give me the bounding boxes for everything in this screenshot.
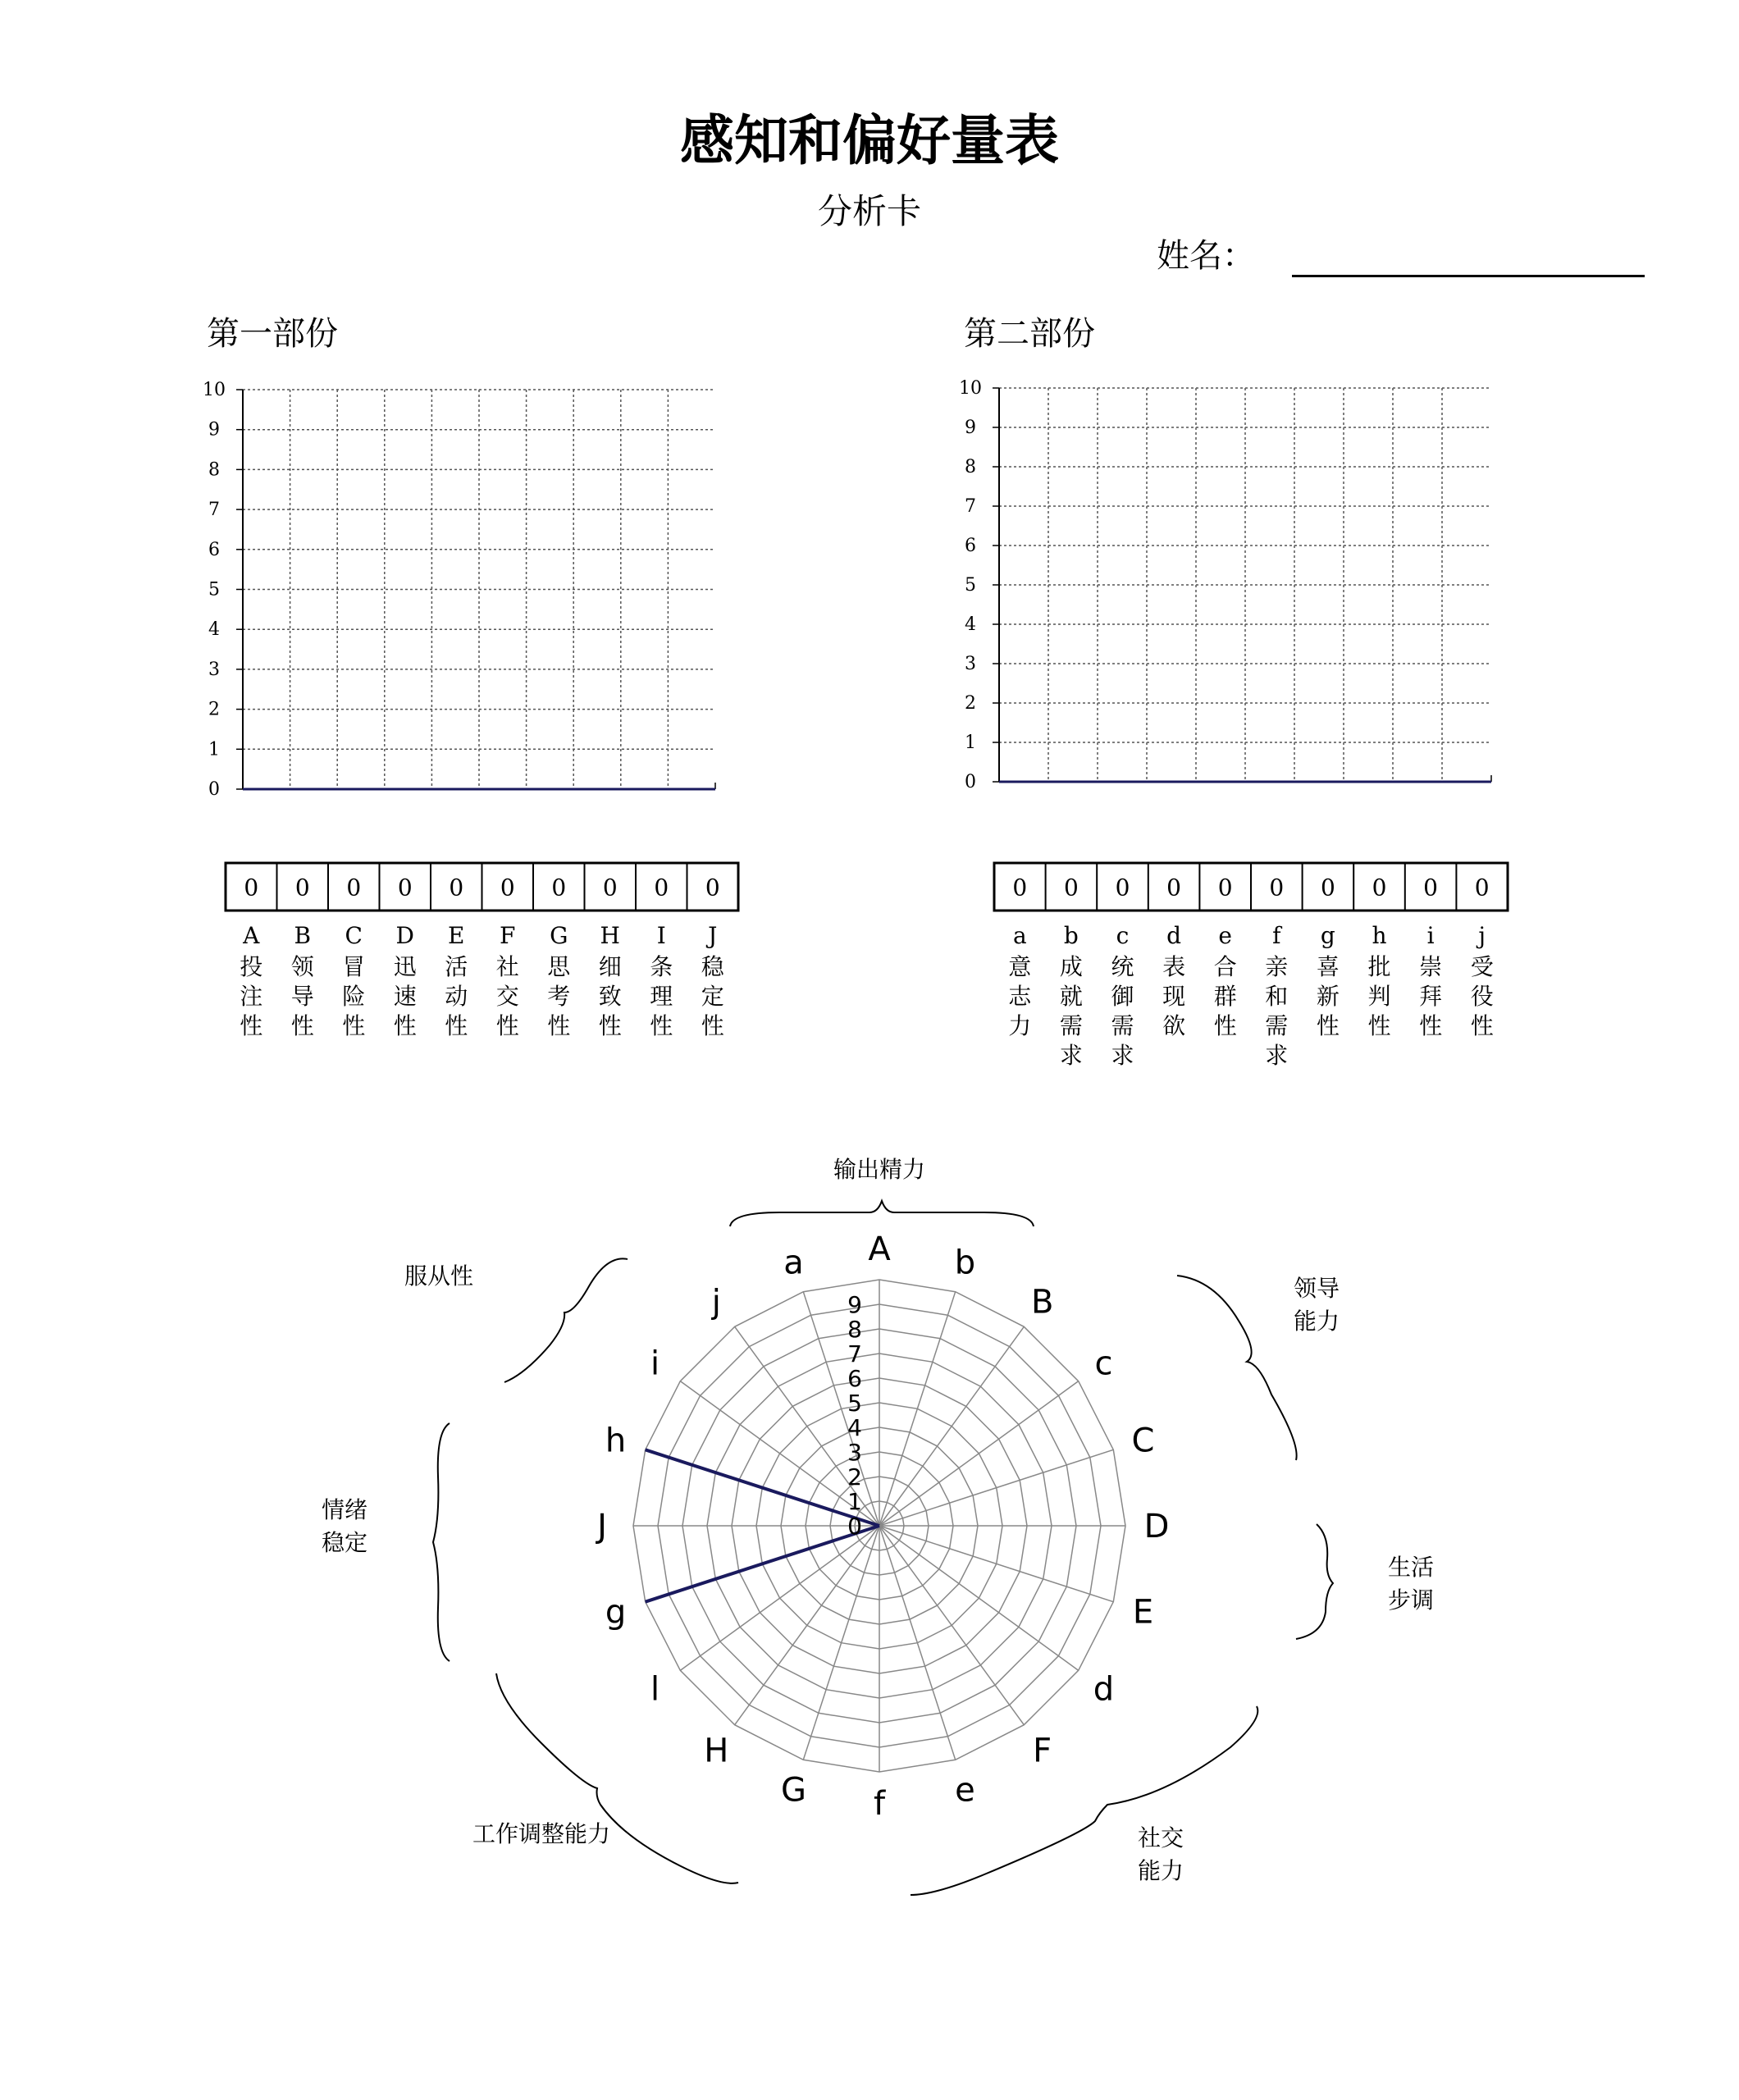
part1-title: 第一部份	[207, 315, 338, 353]
brace-output	[730, 1201, 1034, 1226]
part2-item-name-char: 役	[1470, 983, 1494, 1010]
part1-item-name-char: 领	[290, 953, 314, 980]
part2-item-name-char: 性	[1470, 1012, 1494, 1039]
radar-axis-label: G	[781, 1771, 807, 1810]
group-label-leadership: 领导	[1293, 1275, 1340, 1302]
part2-item-name-char: 和	[1265, 983, 1289, 1010]
part2-item-name-char: 性	[1213, 1012, 1237, 1039]
radar-ring-label: 3	[847, 1439, 862, 1466]
part2-item-name-char: 意	[1008, 953, 1032, 980]
radar-spoke	[879, 1526, 956, 1760]
part1-item-name-char: 导	[290, 983, 314, 1010]
part1-item-name-char: 性	[547, 1012, 571, 1039]
part2-ytick-label: 0	[965, 772, 976, 792]
part1-item-name-char: 冒	[342, 953, 366, 980]
part1-ytick-label: 3	[208, 659, 220, 680]
radar-axis-label: H	[704, 1732, 729, 1770]
part2-item-name-char: 性	[1419, 1012, 1443, 1039]
part1-item-letter: D	[395, 922, 414, 949]
part2-ytick-label: 4	[965, 614, 976, 635]
part2-item-name-char: 志	[1008, 983, 1032, 1010]
part2-item-name-char: 批	[1367, 953, 1391, 980]
part1-item-name-char: 性	[445, 1012, 468, 1039]
part1-ytick-label: 10	[203, 380, 226, 400]
part1-item-name-char: 致	[598, 983, 622, 1010]
radar-axis-label: l	[650, 1670, 660, 1709]
part1-item-letter: E	[448, 922, 465, 949]
part2-item-letter: j	[1478, 922, 1486, 949]
part2-ytick-label: 6	[965, 536, 976, 556]
part2-ytick-label: 10	[959, 378, 982, 399]
part2-score-cell: 0	[1474, 874, 1490, 902]
radar-ring-label: 7	[847, 1340, 862, 1367]
part1-score-cell: 0	[705, 874, 720, 902]
part1-item-name-char: 性	[393, 1012, 417, 1039]
part2-ytick-label: 8	[965, 457, 976, 477]
part1-score-cell: 0	[294, 874, 310, 902]
part2-item-name-char: 需	[1059, 1012, 1083, 1039]
page-subtitle: 分析卡	[817, 191, 921, 231]
part2-score-cell: 0	[1269, 874, 1285, 902]
part2-item-name-char: 力	[1008, 1012, 1032, 1039]
radar-axis-label: i	[650, 1344, 660, 1383]
part1-item-letter: I	[656, 922, 666, 949]
part2-item-letter: c	[1116, 922, 1130, 949]
radar-axis-label: J	[597, 1508, 607, 1545]
page-title: 感知和偏好量表	[680, 109, 1059, 172]
part2-item-name-char: 合	[1213, 953, 1237, 980]
radar-chart	[595, 1230, 1169, 1823]
radar-ring-label: 1	[847, 1488, 862, 1515]
part1-score-table	[226, 863, 738, 1039]
part1-item-name-char: 速	[393, 983, 417, 1010]
part1-ytick-label: 4	[208, 619, 220, 641]
brace-pace	[1296, 1524, 1333, 1639]
radar-ring-label: 2	[847, 1463, 862, 1491]
part1-item-name-char: 迅	[393, 953, 417, 980]
part2-score-cell: 0	[1320, 874, 1335, 902]
part2-ytick-label: 5	[965, 575, 976, 596]
radar-axis-label: d	[1093, 1670, 1115, 1709]
part1-item-letter: H	[600, 922, 620, 949]
part1-ytick-label: 8	[208, 459, 220, 481]
name-label: 姓名：	[1157, 237, 1255, 275]
part2-score-cell: 0	[1012, 874, 1028, 902]
part2-item-letter: b	[1063, 922, 1079, 949]
part1-ytick-label: 1	[208, 739, 220, 760]
part2-item-name-char: 群	[1213, 983, 1237, 1010]
part1-item-name-char: 性	[240, 1012, 263, 1039]
group-label-pace: 步调	[1387, 1586, 1435, 1614]
radar-ring-label: 0	[847, 1513, 862, 1540]
part1-item-letter: A	[243, 922, 260, 949]
part1-item-name-char: 性	[290, 1012, 314, 1039]
part2-bar-chart	[959, 378, 1491, 792]
part2-item-name-char: 御	[1111, 983, 1134, 1010]
part1-score-cell: 0	[449, 874, 464, 902]
part1-score-cell: 0	[346, 874, 362, 902]
part2-item-name-char: 欲	[1162, 1012, 1186, 1039]
radar-axis-label: h	[605, 1422, 627, 1460]
radar-axis-label: a	[783, 1244, 804, 1282]
part2-ytick-label: 3	[965, 654, 976, 674]
part1-item-letter: G	[550, 922, 568, 949]
part1-item-letter: J	[708, 922, 718, 949]
part1-item-name-char: 性	[701, 1012, 724, 1039]
radar-axis-label: B	[1030, 1283, 1054, 1322]
part2-item-name-char: 现	[1162, 983, 1186, 1010]
radar-axis-label: A	[868, 1230, 891, 1268]
radar-spoke	[879, 1292, 956, 1526]
part1-item-name-char: 稳	[701, 953, 724, 980]
part2-item-letter: a	[1012, 922, 1027, 949]
radar-axis-label: F	[1033, 1732, 1052, 1770]
part2-score-cell: 0	[1372, 874, 1387, 902]
radar-spoke	[879, 1449, 1113, 1526]
brace-leadership	[1177, 1276, 1297, 1460]
radar-axis-label: e	[955, 1771, 975, 1810]
part1-item-name-char: 性	[650, 1012, 673, 1039]
part1-item-name-char: 细	[598, 953, 622, 980]
radar-axis-label: b	[954, 1244, 976, 1282]
part1-ytick-label: 0	[208, 779, 220, 800]
part2-item-name-char: 亲	[1265, 953, 1289, 980]
part1-item-name-char: 投	[240, 953, 263, 980]
part1-item-name-char: 活	[445, 953, 468, 980]
radar-spoke	[879, 1526, 1113, 1602]
part1-ytick-label: 6	[208, 539, 220, 560]
brace-work	[496, 1670, 738, 1883]
part2-score-cell: 0	[1217, 874, 1233, 902]
part2-item-name-char: 喜	[1316, 953, 1340, 980]
part2-item-name-char: 性	[1367, 1012, 1391, 1039]
part1-score-cell: 0	[654, 874, 669, 902]
part1-ytick-label: 2	[208, 699, 220, 720]
part1-item-name-char: 定	[701, 983, 724, 1010]
radar-score-line	[646, 1526, 879, 1602]
part2-item-name-char: 需	[1111, 1012, 1134, 1039]
part1-item-name-char: 考	[547, 983, 571, 1010]
part1-score-cell: 0	[244, 874, 259, 902]
part2-item-letter: g	[1320, 922, 1335, 949]
part2-item-name-char: 崇	[1419, 953, 1443, 980]
radar-axis-label: f	[873, 1785, 886, 1823]
radar-axis-label: D	[1143, 1508, 1170, 1545]
group-label-pace: 生活	[1387, 1554, 1435, 1581]
part2-item-name-char: 就	[1059, 983, 1083, 1010]
part2-score-table	[994, 863, 1508, 1069]
part2-item-name-char: 求	[1111, 1042, 1134, 1069]
radar-axis-label: g	[605, 1593, 627, 1632]
part2-score-cell: 0	[1423, 874, 1439, 902]
part2-ytick-label: 7	[965, 496, 976, 517]
part2-item-letter: i	[1426, 922, 1435, 949]
part1-ytick-label: 5	[208, 579, 220, 600]
part1-item-name-char: 注	[240, 983, 263, 1010]
radar-axis-label: j	[711, 1283, 721, 1322]
part2-item-name-char: 判	[1367, 983, 1391, 1010]
part2-score-cell: 0	[1115, 874, 1130, 902]
part1-score-cell: 0	[602, 874, 618, 902]
group-label-social: 社交	[1137, 1824, 1184, 1851]
radar-ring-label: 9	[847, 1291, 862, 1318]
group-label-social: 能力	[1137, 1857, 1184, 1884]
part1-item-letter: B	[294, 922, 312, 949]
group-label-work: 工作调整能力	[472, 1820, 611, 1847]
brace-obedience	[504, 1258, 628, 1382]
part2-item-name-char: 新	[1316, 983, 1340, 1010]
part2-item-name-char: 性	[1316, 1012, 1340, 1039]
part2-item-letter: d	[1166, 922, 1182, 949]
part1-item-name-char: 动	[445, 983, 468, 1010]
group-label-leadership: 能力	[1293, 1308, 1340, 1335]
part2-ytick-label: 9	[965, 418, 976, 438]
part1-item-name-char: 社	[495, 953, 519, 980]
part2-ytick-label: 1	[965, 733, 976, 753]
radar-axis-label: C	[1131, 1422, 1155, 1460]
part2-item-name-char: 求	[1265, 1042, 1289, 1069]
part2-item-letter: h	[1372, 922, 1387, 949]
part2-item-letter: f	[1272, 922, 1281, 949]
part1-item-name-char: 性	[598, 1012, 622, 1039]
part2-item-name-char: 受	[1470, 953, 1494, 980]
brace-emotion	[433, 1423, 450, 1661]
radar-spoke	[803, 1526, 879, 1760]
radar-ring-label: 6	[847, 1365, 862, 1392]
part2-item-name-char: 成	[1059, 953, 1083, 980]
radar-spoke	[803, 1292, 879, 1526]
part1-item-name-char: 交	[495, 983, 519, 1010]
part1-item-letter: C	[345, 922, 363, 949]
part1-item-name-char: 性	[342, 1012, 366, 1039]
part1-item-name-char: 思	[547, 953, 571, 980]
group-label-obedience: 服从性	[404, 1262, 474, 1290]
part1-score-cell: 0	[500, 874, 515, 902]
radar-ring-label: 5	[847, 1390, 862, 1417]
radar-axis-label: E	[1132, 1593, 1154, 1632]
part2-item-name-char: 统	[1111, 953, 1134, 980]
part2-item-name-char: 需	[1265, 1012, 1289, 1039]
group-label-output: 输出精力	[833, 1156, 926, 1183]
part2-item-name-char: 表	[1162, 953, 1186, 980]
part1-bar-chart	[203, 380, 715, 800]
group-label-emotion: 稳定	[321, 1529, 368, 1556]
radar-score-line	[646, 1449, 879, 1526]
radar-ring-label: 8	[847, 1316, 862, 1343]
radar-axis-label: c	[1094, 1344, 1113, 1383]
part1-item-name-char: 条	[650, 953, 673, 980]
part2-score-cell: 0	[1166, 874, 1182, 902]
part1-score-cell: 0	[551, 874, 567, 902]
part2-ytick-label: 2	[965, 693, 976, 714]
part2-title: 第二部份	[964, 315, 1095, 353]
part1-score-cell: 0	[397, 874, 413, 902]
part1-item-name-char: 理	[650, 983, 673, 1010]
part2-item-name-char: 求	[1059, 1042, 1083, 1069]
group-label-emotion: 情绪	[321, 1496, 368, 1523]
part1-item-name-char: 险	[342, 983, 366, 1010]
part2-score-cell: 0	[1063, 874, 1079, 902]
part2-item-letter: e	[1218, 922, 1232, 949]
radar-ring-label: 4	[847, 1414, 862, 1441]
part1-item-letter: F	[500, 922, 516, 949]
part1-item-name-char: 性	[495, 1012, 519, 1039]
part1-ytick-label: 9	[208, 419, 220, 441]
part2-item-name-char: 拜	[1419, 983, 1443, 1010]
part1-ytick-label: 7	[208, 500, 220, 521]
